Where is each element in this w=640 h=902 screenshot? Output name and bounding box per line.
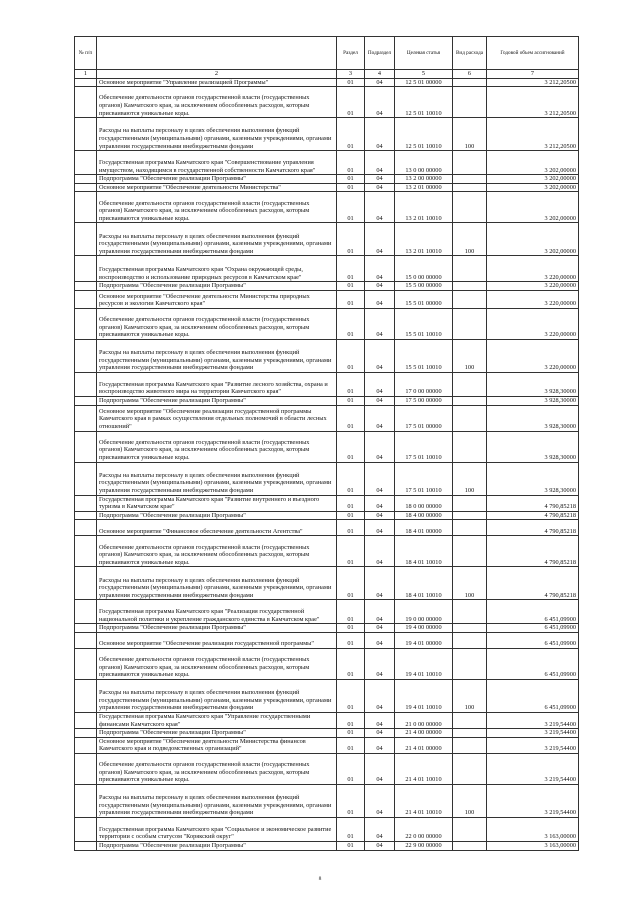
row-sum: 3 163,00000 — [487, 817, 579, 841]
row-sum: 3 928,30000 — [487, 372, 579, 396]
row-number — [75, 520, 97, 536]
row-number — [75, 339, 97, 372]
row-podrazdel: 04 — [365, 841, 395, 850]
row-number — [75, 567, 97, 600]
row-number — [75, 600, 97, 624]
table-header — [75, 37, 579, 70]
row-sum: 3 212,20500 — [487, 78, 579, 87]
row-razdel: 01 — [337, 396, 365, 405]
row-csr: 17 5 00 00000 — [395, 396, 453, 405]
row-description: Основное мероприятие "Обеспечение деятельности Министерства финансов Камчатского края и подведомственных организаций" — [97, 737, 337, 753]
row-vr — [453, 520, 487, 536]
column-number: 6 — [453, 70, 487, 79]
row-vr: 100 — [453, 784, 487, 817]
row-razdel: 01 — [337, 308, 365, 339]
row-razdel: 01 — [337, 151, 365, 175]
row-podrazdel: 04 — [365, 632, 395, 648]
row-sum: 3 220,00000 — [487, 308, 579, 339]
row-razdel: 01 — [337, 223, 365, 256]
row-description: Подпрограмма "Обеспечение реализации Программы" — [97, 396, 337, 405]
row-vr — [453, 290, 487, 308]
row-podrazdel: 04 — [365, 520, 395, 536]
row-description: Основное мероприятие "Обеспечение деятельности Министерства природных ресурсов и экологии Камчатского края" — [97, 290, 337, 308]
row-vr: 100 — [453, 567, 487, 600]
row-number — [75, 87, 97, 118]
row-description: Обеспечение деятельности органов государственной власти (государственных органов) Камчатского края, за исключением обособленных расходов, которым присваиваются уникальные коды. — [97, 753, 337, 784]
row-podrazdel: 04 — [365, 624, 395, 633]
row-number — [75, 712, 97, 728]
row-number — [75, 308, 97, 339]
row-sum: 3 928,30000 — [487, 431, 579, 462]
row-csr: 13 2 01 10010 — [395, 223, 453, 256]
row-razdel: 01 — [337, 290, 365, 308]
table-row — [75, 520, 579, 536]
row-sum: 3 220,00000 — [487, 339, 579, 372]
row-csr: 21 4 01 10010 — [395, 784, 453, 817]
row-csr: 13 2 01 10010 — [395, 192, 453, 223]
row-csr: 19 4 01 00000 — [395, 632, 453, 648]
column-number: 4 — [365, 70, 395, 79]
row-csr: 21 0 00 00000 — [395, 712, 453, 728]
row-csr: 12 5 01 00000 — [395, 78, 453, 87]
row-razdel: 01 — [337, 405, 365, 431]
row-razdel: 01 — [337, 520, 365, 536]
row-sum: 3 220,00000 — [487, 282, 579, 291]
row-number — [75, 396, 97, 405]
row-sum: 6 451,09900 — [487, 679, 579, 712]
row-vr — [453, 396, 487, 405]
table-row — [75, 679, 579, 712]
row-description: Обеспечение деятельности органов государственной власти (государственных органов) Камчатского края, за исключением обособленных расходов, которым присваиваются уникальные коды. — [97, 431, 337, 462]
row-vr — [453, 712, 487, 728]
row-razdel: 01 — [337, 431, 365, 462]
row-sum: 4 790,85218 — [487, 567, 579, 600]
row-podrazdel: 04 — [365, 78, 395, 87]
row-razdel: 01 — [337, 78, 365, 87]
row-sum: 3 928,30000 — [487, 405, 579, 431]
row-razdel: 01 — [337, 372, 365, 396]
row-vr — [453, 817, 487, 841]
row-csr: 22 9 00 00000 — [395, 841, 453, 850]
table-row — [75, 536, 579, 567]
table-row — [75, 87, 579, 118]
row-vr — [453, 78, 487, 87]
table-row — [75, 431, 579, 462]
row-razdel: 01 — [337, 648, 365, 679]
row-vr — [453, 632, 487, 648]
row-sum: 4 790,85218 — [487, 536, 579, 567]
row-razdel: 01 — [337, 339, 365, 372]
header-razdel: Раздел — [337, 37, 365, 70]
column-number: 3 — [337, 70, 365, 79]
row-number — [75, 151, 97, 175]
row-number — [75, 118, 97, 151]
table-row — [75, 817, 579, 841]
row-description: Обеспечение деятельности органов государственной власти (государственных органов) Камчатского края, за исключением обособленных расходов, которым присваиваются уникальные коды. — [97, 308, 337, 339]
table-row — [75, 600, 579, 624]
row-number — [75, 624, 97, 633]
row-number — [75, 753, 97, 784]
row-vr — [453, 753, 487, 784]
row-description: Обеспечение деятельности органов государственной власти (государственных органов) Камчатского края, за исключением обособленных расходов, которым присваиваются уникальные коды. — [97, 648, 337, 679]
row-description: Обеспечение деятельности органов государственной власти (государственных органов) Камчатского края, за исключением обособленных расходов, которым присваиваются уникальные коды. — [97, 536, 337, 567]
row-razdel: 01 — [337, 511, 365, 520]
table-body — [75, 78, 579, 850]
row-csr: 13 2 00 00000 — [395, 175, 453, 184]
row-number — [75, 256, 97, 282]
row-razdel: 01 — [337, 624, 365, 633]
row-number — [75, 841, 97, 850]
column-number: 7 — [487, 70, 579, 79]
table-row — [75, 256, 579, 282]
row-sum: 3 928,30000 — [487, 462, 579, 495]
table-row — [75, 405, 579, 431]
row-number — [75, 511, 97, 520]
row-razdel: 01 — [337, 632, 365, 648]
table-row — [75, 223, 579, 256]
row-podrazdel: 04 — [365, 753, 395, 784]
row-razdel: 01 — [337, 817, 365, 841]
row-sum: 6 451,09900 — [487, 648, 579, 679]
row-razdel: 01 — [337, 753, 365, 784]
row-csr: 19 4 01 10010 — [395, 679, 453, 712]
row-vr: 100 — [453, 118, 487, 151]
row-description: Расходы на выплаты персоналу в целях обеспечения выполнения функций государственными (муниципальными) органами, казенными учреждениями, органами управления государственными внебюджетными фондами — [97, 784, 337, 817]
row-number — [75, 632, 97, 648]
row-description: Расходы на выплаты персоналу в целях обеспечения выполнения функций государственными (муниципальными) органами, казенными учреждениями, органами управления государственными внебюджетными фондами — [97, 223, 337, 256]
row-sum: 3 928,30000 — [487, 396, 579, 405]
row-vr — [453, 308, 487, 339]
table-row — [75, 78, 579, 87]
row-podrazdel: 04 — [365, 567, 395, 600]
row-description: Подпрограмма "Обеспечение реализации Программы" — [97, 624, 337, 633]
row-podrazdel: 04 — [365, 282, 395, 291]
row-razdel: 01 — [337, 87, 365, 118]
row-description: Расходы на выплаты персоналу в целях обеспечения выполнения функций государственными (муниципальными) органами, казенными учреждениями, органами управления государственными внебюджетными фондами — [97, 567, 337, 600]
table-row — [75, 784, 579, 817]
row-sum: 6 451,09900 — [487, 632, 579, 648]
row-csr: 15 5 01 00000 — [395, 290, 453, 308]
row-description: Основное мероприятие "Обеспечение реализации государственной программы" — [97, 632, 337, 648]
row-description: Государственная программа Камчатского края "Совершенствование управления имуществом, находящимся в государственной собственности Камчатского края" — [97, 151, 337, 175]
row-vr — [453, 372, 487, 396]
row-number — [75, 223, 97, 256]
row-podrazdel: 04 — [365, 192, 395, 223]
row-number — [75, 405, 97, 431]
row-sum: 3 202,00000 — [487, 192, 579, 223]
row-vr — [453, 511, 487, 520]
row-description: Обеспечение деятельности органов государственной власти (государственных органов) Камчатского края, за исключением обособленных расходов, которым присваиваются уникальные коды. — [97, 192, 337, 223]
row-podrazdel: 04 — [365, 290, 395, 308]
row-number — [75, 372, 97, 396]
row-csr: 19 0 00 00000 — [395, 600, 453, 624]
row-csr: 17 0 00 00000 — [395, 372, 453, 396]
row-podrazdel: 04 — [365, 151, 395, 175]
row-podrazdel: 04 — [365, 223, 395, 256]
row-sum: 3 219,54400 — [487, 784, 579, 817]
row-podrazdel: 04 — [365, 712, 395, 728]
row-podrazdel: 04 — [365, 729, 395, 738]
row-podrazdel: 04 — [365, 737, 395, 753]
row-vr — [453, 729, 487, 738]
row-vr: 100 — [453, 223, 487, 256]
row-podrazdel: 04 — [365, 339, 395, 372]
row-podrazdel: 04 — [365, 679, 395, 712]
row-razdel: 01 — [337, 118, 365, 151]
row-number — [75, 495, 97, 511]
table-row — [75, 712, 579, 728]
row-sum: 3 202,00000 — [487, 223, 579, 256]
row-number — [75, 431, 97, 462]
row-description: Подпрограмма "Обеспечение реализации Программы" — [97, 841, 337, 850]
row-description: Расходы на выплаты персоналу в целях обеспечения выполнения функций государственными (муниципальными) органами, казенными учреждениями, органами управления государственными внебюджетными фондами — [97, 679, 337, 712]
row-csr: 21 4 01 00000 — [395, 737, 453, 753]
row-podrazdel: 04 — [365, 600, 395, 624]
row-number — [75, 78, 97, 87]
table-row — [75, 753, 579, 784]
row-description: Государственная программа Камчатского края "Социальное и экономическое развитие территории с особым статусом "Корякский округ" — [97, 817, 337, 841]
table-row — [75, 632, 579, 648]
row-description: Государственная программа Камчатского края "Управление государственными финансами Камчатского края" — [97, 712, 337, 728]
row-description: Расходы на выплаты персоналу в целях обеспечения выполнения функций государственными (муниципальными) органами, казенными учреждениями, органами управления государственными внебюджетными фондами — [97, 118, 337, 151]
row-razdel: 01 — [337, 567, 365, 600]
header-vr: Вид расхода — [453, 37, 487, 70]
row-csr: 22 0 00 00000 — [395, 817, 453, 841]
page-number: 8 — [318, 876, 322, 882]
row-razdel: 01 — [337, 192, 365, 223]
row-sum: 3 212,20500 — [487, 118, 579, 151]
row-csr: 15 0 00 00000 — [395, 256, 453, 282]
row-razdel: 01 — [337, 282, 365, 291]
row-description: Государственная программа Камчатского края "Реализация государственной национальной политики и укрепление гражданского единства в Камчатском крае" — [97, 600, 337, 624]
column-number: 2 — [97, 70, 337, 79]
row-podrazdel: 04 — [365, 431, 395, 462]
row-razdel: 01 — [337, 737, 365, 753]
row-razdel: 01 — [337, 495, 365, 511]
row-csr: 15 5 01 10010 — [395, 339, 453, 372]
table-row — [75, 648, 579, 679]
table-row — [75, 729, 579, 738]
row-vr — [453, 495, 487, 511]
table-row — [75, 118, 579, 151]
row-sum: 3 202,00000 — [487, 175, 579, 184]
row-sum: 3 220,00000 — [487, 256, 579, 282]
row-number — [75, 183, 97, 192]
header-csr: Целевая статья — [395, 37, 453, 70]
column-number: 5 — [395, 70, 453, 79]
row-sum: 3 220,00000 — [487, 290, 579, 308]
table-row — [75, 290, 579, 308]
row-vr — [453, 256, 487, 282]
row-csr: 18 4 01 00000 — [395, 520, 453, 536]
row-csr: 19 4 00 00000 — [395, 624, 453, 633]
row-vr — [453, 600, 487, 624]
row-number — [75, 462, 97, 495]
row-csr: 17 5 01 00000 — [395, 405, 453, 431]
row-vr — [453, 737, 487, 753]
row-vr: 100 — [453, 679, 487, 712]
row-vr — [453, 282, 487, 291]
row-sum: 3 219,54400 — [487, 712, 579, 728]
row-description: Государственная программа Камчатского края "Развитие внутреннего и въездного туризма в Камчатском крае" — [97, 495, 337, 511]
row-description: Расходы на выплаты персоналу в целях обеспечения выполнения функций государственными (муниципальными) органами, казенными учреждениями, органами управления государственными внебюджетными фондами — [97, 339, 337, 372]
row-sum: 3 163,00000 — [487, 841, 579, 850]
header-sum: Годовой объем ассигнований — [487, 37, 579, 70]
row-csr: 21 4 00 00000 — [395, 729, 453, 738]
row-csr: 12 5 01 10010 — [395, 118, 453, 151]
row-razdel: 01 — [337, 784, 365, 817]
row-vr — [453, 183, 487, 192]
row-csr: 13 2 01 00000 — [395, 183, 453, 192]
row-vr — [453, 841, 487, 850]
row-number — [75, 784, 97, 817]
row-vr — [453, 87, 487, 118]
row-sum: 6 451,09900 — [487, 600, 579, 624]
table-row — [75, 151, 579, 175]
row-podrazdel: 04 — [365, 462, 395, 495]
row-number — [75, 175, 97, 184]
row-csr: 18 4 00 00000 — [395, 511, 453, 520]
row-podrazdel: 04 — [365, 372, 395, 396]
row-csr: 17 5 01 10010 — [395, 431, 453, 462]
row-sum: 4 790,85218 — [487, 520, 579, 536]
row-razdel: 01 — [337, 729, 365, 738]
row-razdel: 01 — [337, 679, 365, 712]
row-podrazdel: 04 — [365, 175, 395, 184]
row-csr: 15 5 00 00000 — [395, 282, 453, 291]
row-description: Государственная программа Камчатского края "Развитие лесного хозяйства, охрана и воспроизводство животного мира на территории Камчатского края" — [97, 372, 337, 396]
row-podrazdel: 04 — [365, 536, 395, 567]
table-row — [75, 192, 579, 223]
row-csr: 15 5 01 10010 — [395, 308, 453, 339]
row-podrazdel: 04 — [365, 817, 395, 841]
row-razdel: 01 — [337, 175, 365, 184]
row-number — [75, 290, 97, 308]
row-sum: 3 219,54400 — [487, 729, 579, 738]
table-row — [75, 841, 579, 850]
row-podrazdel: 04 — [365, 648, 395, 679]
table-row — [75, 372, 579, 396]
row-csr: 18 4 01 10010 — [395, 536, 453, 567]
column-numbers-row — [75, 70, 579, 79]
row-podrazdel: 04 — [365, 118, 395, 151]
row-description: Подпрограмма "Обеспечение реализации Программы" — [97, 729, 337, 738]
table-row — [75, 282, 579, 291]
row-description: Подпрограмма "Обеспечение реализации Программы" — [97, 282, 337, 291]
row-description: Основное мероприятие "Управление реализацией Программы" — [97, 78, 337, 87]
row-description: Подпрограмма "Обеспечение реализации Программы" — [97, 511, 337, 520]
row-podrazdel: 04 — [365, 511, 395, 520]
table-row — [75, 495, 579, 511]
row-description: Подпрограмма "Обеспечение реализации Программы" — [97, 175, 337, 184]
row-number — [75, 192, 97, 223]
row-description: Обеспечение деятельности органов государственной власти (государственных органов) Камчатского края, за исключением обособленных расходов, которым присваиваются уникальные коды. — [97, 87, 337, 118]
row-sum: 3 219,54400 — [487, 753, 579, 784]
column-number: 1 — [75, 70, 97, 79]
row-vr — [453, 192, 487, 223]
table-row — [75, 511, 579, 520]
row-vr: 100 — [453, 462, 487, 495]
row-number — [75, 679, 97, 712]
row-sum: 4 790,85218 — [487, 511, 579, 520]
row-vr — [453, 431, 487, 462]
table-row — [75, 462, 579, 495]
header-num: № п/п — [75, 37, 97, 70]
row-sum: 3 202,00000 — [487, 151, 579, 175]
row-vr: 100 — [453, 339, 487, 372]
row-vr — [453, 648, 487, 679]
table-row — [75, 339, 579, 372]
row-sum: 6 451,09900 — [487, 624, 579, 633]
row-description: Основное мероприятие "Обеспечение деятельности Министерства" — [97, 183, 337, 192]
row-razdel: 01 — [337, 600, 365, 624]
row-sum: 3 219,54400 — [487, 737, 579, 753]
row-vr — [453, 151, 487, 175]
table-row — [75, 567, 579, 600]
row-podrazdel: 04 — [365, 405, 395, 431]
row-vr — [453, 624, 487, 633]
row-csr: 18 4 01 10010 — [395, 567, 453, 600]
row-vr — [453, 405, 487, 431]
row-csr: 12 5 01 10010 — [395, 87, 453, 118]
row-number — [75, 737, 97, 753]
header-name — [97, 37, 337, 70]
row-description: Основное мероприятие "Обеспечение реализации государственной программы Камчатского края в рамках осуществления отдельных полномочий в области лесных отношений" — [97, 405, 337, 431]
row-csr: 17 5 01 10010 — [395, 462, 453, 495]
row-csr: 19 4 01 10010 — [395, 648, 453, 679]
row-number — [75, 282, 97, 291]
header-podrazdel: Подраздел — [365, 37, 395, 70]
table-row — [75, 624, 579, 633]
row-number — [75, 817, 97, 841]
row-vr — [453, 175, 487, 184]
row-podrazdel: 04 — [365, 256, 395, 282]
budget-table — [74, 36, 579, 851]
row-csr: 13 0 00 00000 — [395, 151, 453, 175]
row-number — [75, 536, 97, 567]
row-vr — [453, 536, 487, 567]
row-razdel: 01 — [337, 712, 365, 728]
row-sum: 4 790,85218 — [487, 495, 579, 511]
row-razdel: 01 — [337, 536, 365, 567]
row-podrazdel: 04 — [365, 396, 395, 405]
row-razdel: 01 — [337, 183, 365, 192]
row-number — [75, 729, 97, 738]
row-podrazdel: 04 — [365, 495, 395, 511]
row-description: Основное мероприятие "Финансовое обеспечение деятельности Агентства" — [97, 520, 337, 536]
row-razdel: 01 — [337, 841, 365, 850]
row-podrazdel: 04 — [365, 784, 395, 817]
row-podrazdel: 04 — [365, 183, 395, 192]
row-sum: 3 212,20500 — [487, 87, 579, 118]
table-row — [75, 308, 579, 339]
row-sum: 3 202,00000 — [487, 183, 579, 192]
row-razdel: 01 — [337, 256, 365, 282]
row-number — [75, 648, 97, 679]
row-podrazdel: 04 — [365, 87, 395, 118]
row-csr: 21 4 01 10010 — [395, 753, 453, 784]
row-podrazdel: 04 — [365, 308, 395, 339]
table-row — [75, 737, 579, 753]
row-razdel: 01 — [337, 462, 365, 495]
row-csr: 18 0 00 00000 — [395, 495, 453, 511]
table-row — [75, 396, 579, 405]
row-description: Государственная программа Камчатского края "Охрана окружающей среды, воспроизводство и использование природных ресурсов в Камчатском крае" — [97, 256, 337, 282]
table-row — [75, 183, 579, 192]
row-description: Расходы на выплаты персоналу в целях обеспечения выполнения функций государственными (муниципальными) органами, казенными учреждениями, органами управления государственными внебюджетными фондами — [97, 462, 337, 495]
table-row — [75, 175, 579, 184]
